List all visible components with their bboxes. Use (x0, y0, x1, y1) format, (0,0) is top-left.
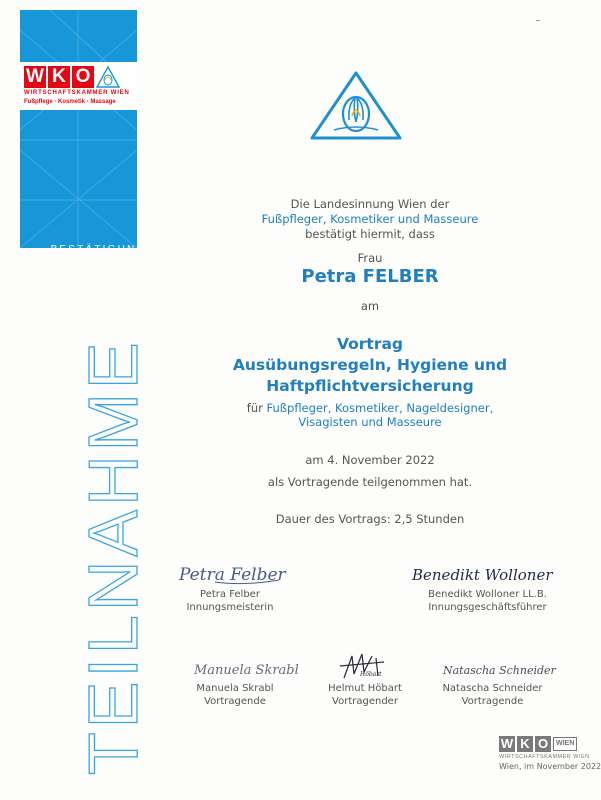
intro-text (160, 197, 580, 242)
signature-icon (320, 652, 410, 682)
wko-logo (20, 62, 137, 110)
logo-chamber-name: WIRTSCHAFTSKAMMER WIEN (24, 90, 130, 96)
emblem-icon (96, 66, 120, 88)
band-pattern (20, 10, 137, 248)
signature-script-3: Manuela Skrabl (194, 663, 299, 678)
signature-icon (408, 552, 568, 588)
signature-icon (433, 652, 556, 682)
event-title-line-2: Haftpflichtversicherung (266, 377, 474, 395)
signatory-name-4: Helmut Höbart (328, 683, 402, 694)
logo-guild-name: Fußpflege · Kosmetik · Massage (24, 99, 116, 105)
signature-script-1: Petra Felber (179, 565, 286, 585)
signature-block-3 (175, 652, 299, 708)
duration-text: Dauer des Vortrags: 2,5 Stunden (275, 512, 465, 526)
signatory-name-2: Benedikt Wolloner LL.B. (428, 589, 547, 600)
footer-chamber-name: WIRTSCHAFTSKAMMER WIEN (499, 754, 590, 760)
recipient-name: Petra FELBER (301, 266, 439, 287)
signatory-name-5: Natascha Schneider (442, 683, 543, 694)
event-date: am 4. November 2022 (305, 453, 435, 467)
confirmation-label: BESTÄTIGUNG (50, 244, 147, 255)
event-title (160, 334, 580, 397)
signatory-role-4: Vortragender (332, 696, 398, 707)
footer-wien-badge: WIEN (553, 737, 577, 751)
event-title-line-1: Ausübungsregeln, Hygiene und (232, 356, 508, 374)
audience-line-1: Fußpfleger, Kosmetiker, Nageldesigner, (266, 401, 494, 415)
am-text: am (360, 299, 380, 313)
signature-block-5 (425, 652, 560, 708)
for-word: für (246, 401, 263, 415)
signatory-role-2: Innungsgeschäftsführer (428, 602, 547, 613)
signature-script-2: Benedikt Wolloner (411, 566, 552, 584)
signature-icon (175, 552, 285, 588)
signatory-role-3: Vortragende (204, 696, 266, 707)
footer-logo (499, 736, 601, 771)
guild-emblem-icon (308, 70, 404, 142)
signatory-name-3: Manuela Skrabl (196, 683, 274, 694)
scan-speck (536, 20, 540, 21)
signature-script-4: Höbart (360, 671, 382, 678)
signatory-role-5: Vortragende (461, 696, 524, 707)
intro-line-3: bestätigt hiermit, dass (305, 227, 435, 241)
signatory-name-1: Petra Felber (200, 589, 260, 600)
issue-date: Wien, im November 2022 (499, 762, 601, 771)
logo-letter-o: O (72, 66, 94, 88)
signature-block-1 (165, 552, 295, 614)
participation-text: als Vortragende teilgenommen hat. (267, 475, 473, 489)
signature-block-4 (310, 652, 420, 708)
signatory-role-1: Innungsmeisterin (186, 602, 274, 613)
salutation: Frau (357, 251, 383, 265)
intro-guild: Fußpfleger, Kosmetiker und Masseure (261, 212, 479, 226)
header-band (20, 10, 147, 255)
signature-icon (180, 652, 299, 682)
wko-letters (24, 66, 94, 88)
event-type: Vortrag (336, 335, 404, 353)
logo-letter-w: W (24, 66, 46, 88)
intro-line-1: Die Landesinnung Wien der (290, 197, 450, 211)
footer-letter-w: W (500, 736, 514, 751)
footer-letter-o: O (535, 736, 551, 752)
vertical-title: TEILNAHME (74, 338, 152, 775)
audience-line-2: Visagisten und Masseure (298, 415, 442, 429)
footer-letter-k: K (517, 736, 533, 752)
signature-block-2 (400, 552, 575, 614)
signature-script-5: Natascha Schneider (442, 664, 556, 677)
footer-logo-letters (499, 736, 601, 752)
event-audience (160, 401, 580, 429)
logo-letter-k: K (48, 66, 70, 88)
